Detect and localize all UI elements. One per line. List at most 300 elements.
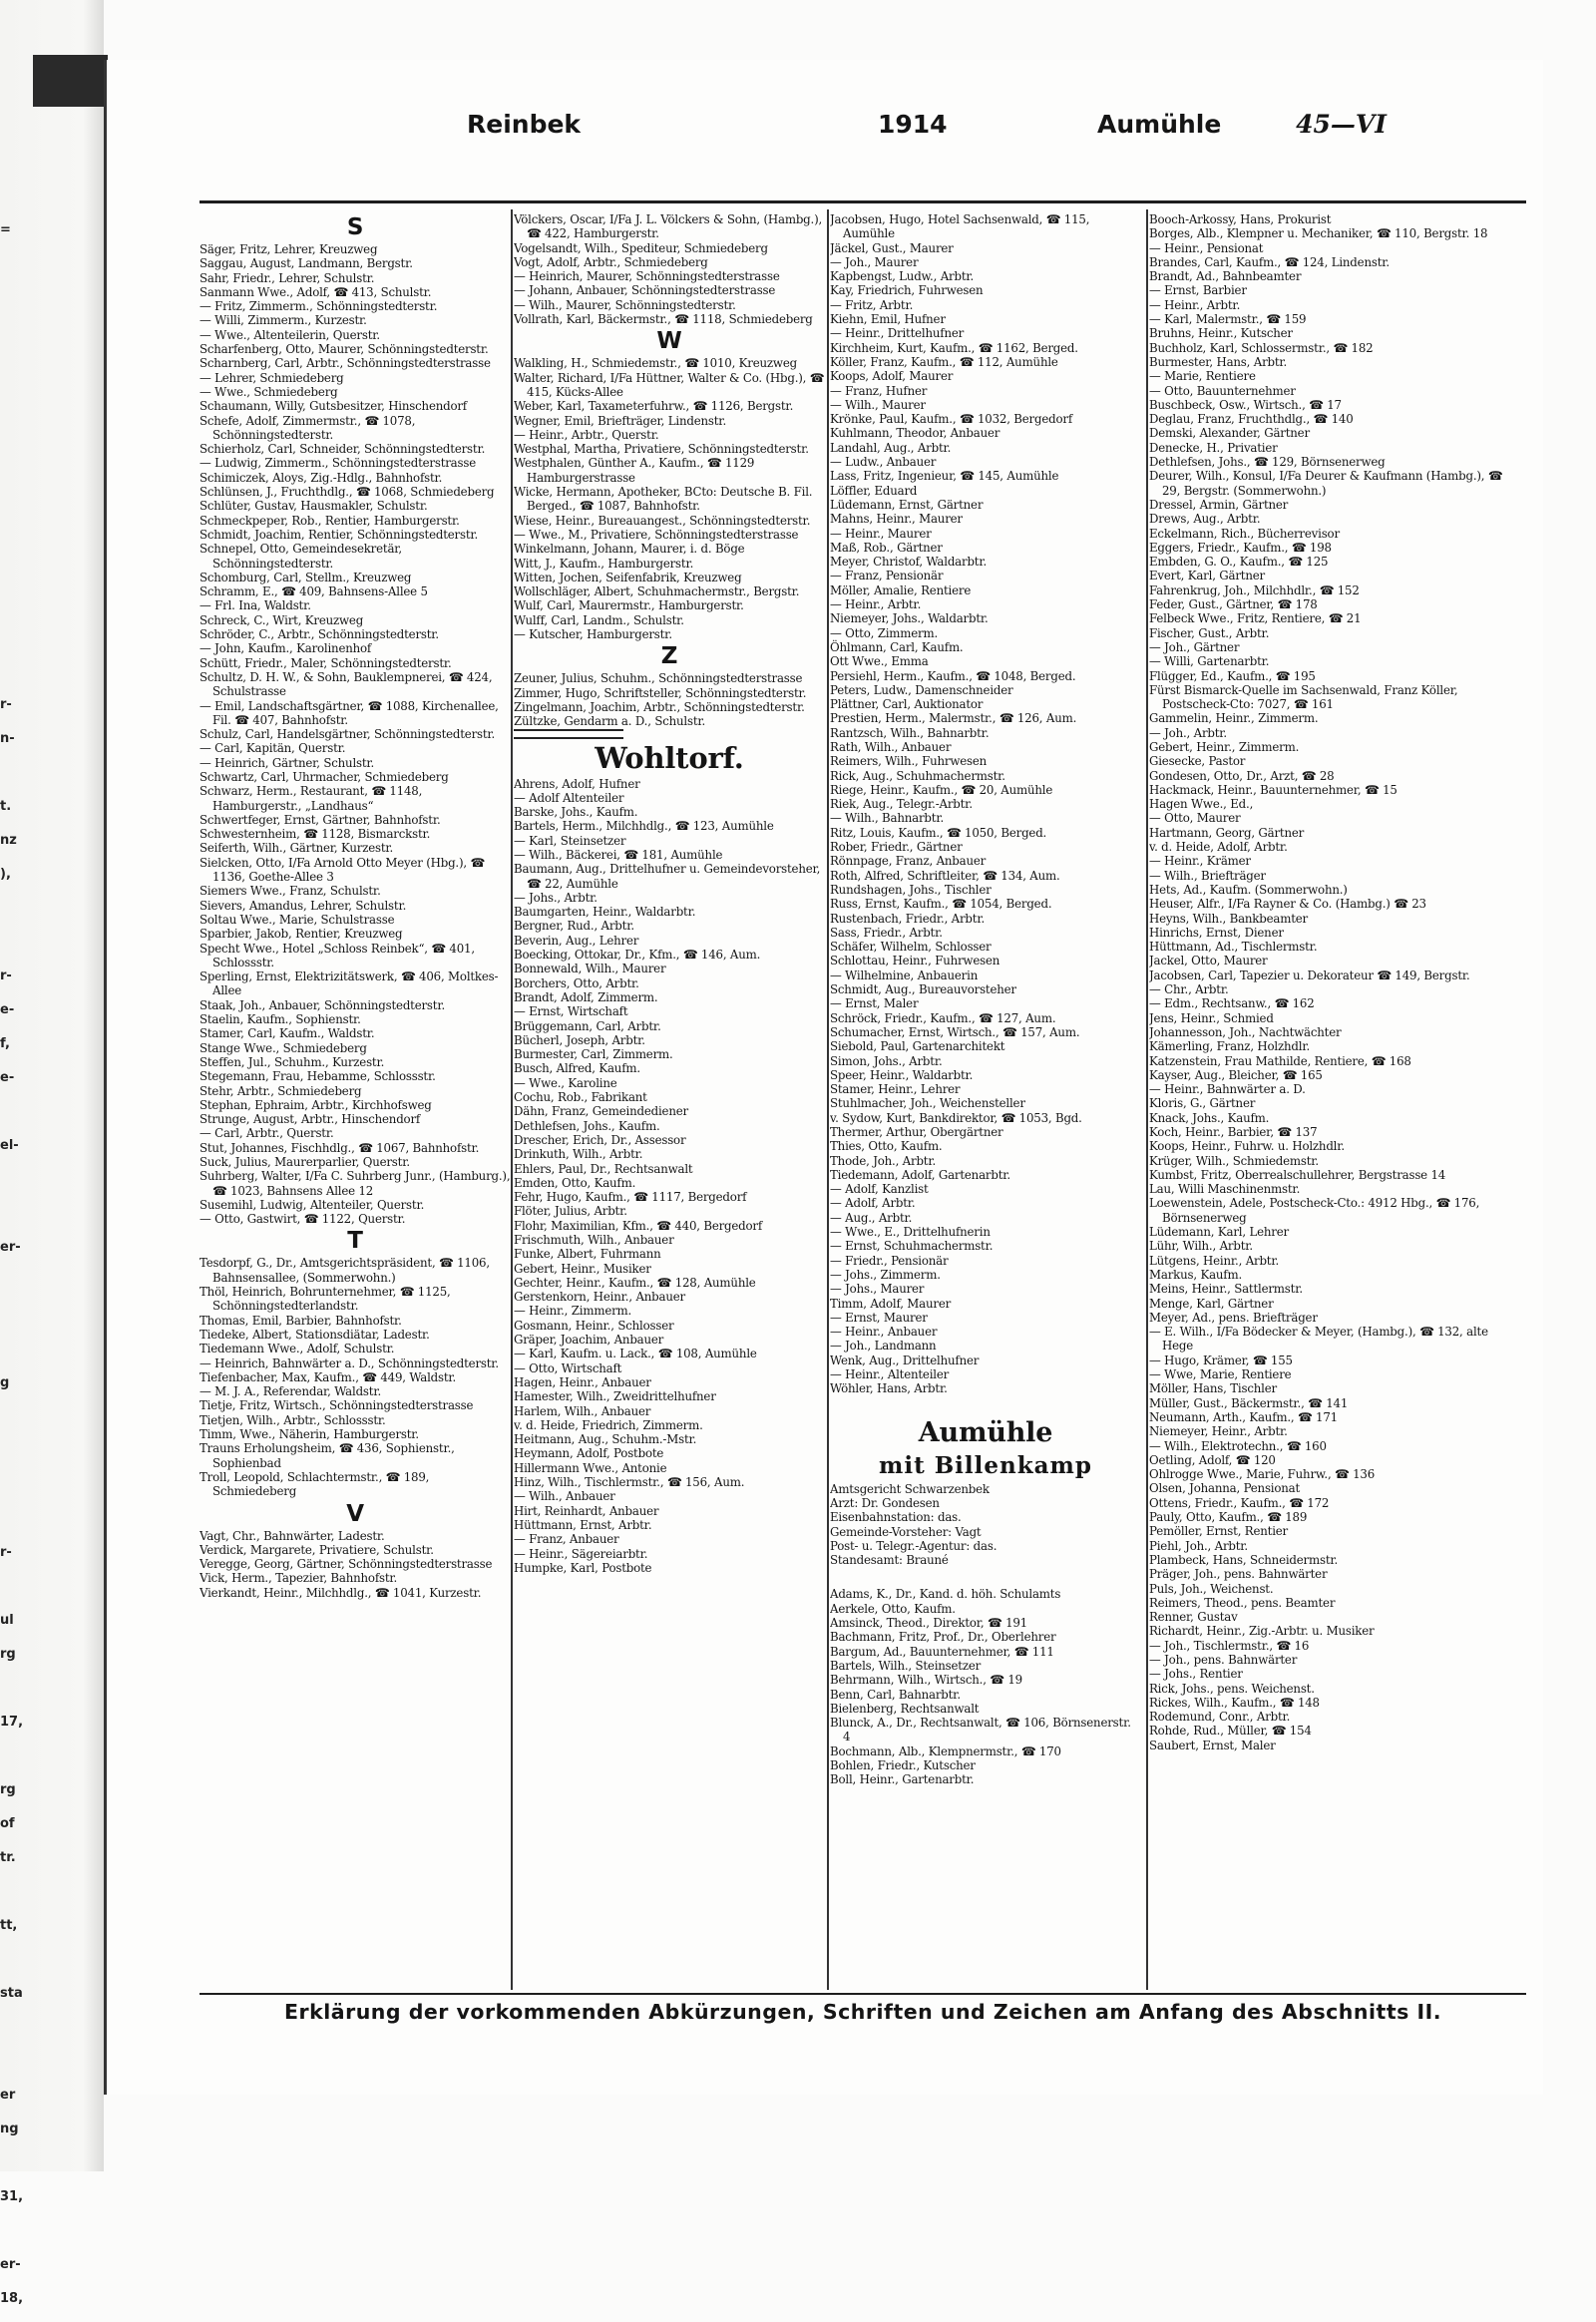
directory-entry: Knack, Johs., Kaufm. — [1149, 1110, 1270, 1125]
directory-entry: — Wwe., Altenteilerin, Querstr. — [200, 327, 380, 342]
directory-entry: — E. Wilh., I/Fa Bödecker & Meyer, (Hambg.), ☎ 132, alte Hege — [1149, 1325, 1488, 1354]
directory-entry: — Wwe., E., Drittelhufnerin — [830, 1225, 991, 1240]
directory-entry: Vagt, Chr., Bahnwärter, Ladestr. — [200, 1528, 385, 1543]
directory-entry: Amtsgericht Schwarzenbek — [830, 1481, 990, 1496]
directory-entry: — Wilh., Bahnarbtr. — [830, 811, 945, 826]
directory-entry: — Wwe., Schmiedeberg — [200, 384, 338, 399]
directory-entry: Winkelmann, Johann, Maurer, i. d. Böge — [514, 542, 745, 557]
directory-entry: — Wilh., Maurer, Schönningstedterstr. — [514, 297, 736, 312]
directory-entry: Schlünsen, J., Fruchthdlg., ☎ 1068, Schmiedeberg — [200, 485, 495, 500]
directory-entry: Heuser, Alfr., I/Fa Rayner & Co. (Hambg.) ☎ 23 — [1149, 897, 1426, 912]
directory-entry: Specht Wwe., Hotel „Schloss Reinbek“, ☎ 401, Schlossstr. — [200, 941, 475, 969]
directory-entry: Harlem, Wilh., Anbauer — [514, 1403, 651, 1418]
directory-entry: Thermer, Arthur, Obergärtner — [830, 1125, 1003, 1139]
directory-entry: Giesecke, Pastor — [1149, 754, 1246, 769]
facing-page-fragment: rg — [0, 1647, 16, 1662]
directory-entry: Stephan, Ephraim, Arbtr., Kirchhofsweg — [200, 1097, 432, 1112]
directory-entry: Lühr, Wilh., Arbtr. — [1149, 1239, 1253, 1254]
directory-entry: Denecke, H., Privatier — [1149, 440, 1278, 455]
directory-entry: — Heinr., Zimmerm. — [514, 1304, 632, 1319]
facing-page-fragment — [0, 1101, 22, 1135]
directory-entry: Schmeckpeper, Rob., Rentier, Hamburgerstr. — [200, 513, 460, 528]
facing-page-fragment — [0, 491, 22, 525]
directory-entry: Veregge, Georg, Gärtner, Schönningstedterstrasse — [200, 1557, 493, 1572]
directory-entry: Feder, Gust., Gärtner, ☎ 178 — [1149, 597, 1318, 612]
directory-entry: Rober, Friedr., Gärtner — [830, 840, 963, 855]
directory-entry: Funke, Albert, Fuhrmann — [514, 1247, 661, 1262]
directory-entry: Lütgens, Heinr., Arbtr. — [1149, 1253, 1280, 1268]
directory-entry: Kumbst, Fritz, Oberrealschullehrer, Bergstrasse 14 — [1149, 1167, 1446, 1182]
facing-page-fragment — [0, 1881, 22, 1915]
directory-entry: Bartels, Herm., Milchhdlg., ☎ 123, Aumühle — [514, 819, 774, 834]
directory-entry: Bücherl, Joseph, Arbtr. — [514, 1032, 645, 1047]
section-rule — [514, 729, 623, 739]
directory-entry: Buschbeck, Osw., Wirtsch., ☎ 17 — [1149, 397, 1342, 412]
directory-entry: Benn, Carl, Bahnarbtr. — [830, 1687, 961, 1702]
directory-entry: Sievers, Amandus, Lehrer, Schulstr. — [200, 898, 407, 913]
directory-entry: Walkling, H., Schmiedemstr., ☎ 1010, Kreuzweg — [514, 356, 797, 371]
facing-page-fragment — [0, 1474, 22, 1508]
directory-entry: Amsinck, Theod., Direktor, ☎ 191 — [830, 1616, 1027, 1631]
directory-entry: Behrmann, Wilh., Wirtsch., ☎ 19 — [830, 1673, 1022, 1688]
directory-entry: Reimers, Theod., pens. Beamter — [1149, 1595, 1336, 1610]
directory-entry: — Willi, Gartenarbtr. — [1149, 654, 1270, 669]
directory-entry: Johannesson, Joh., Nachtwächter — [1149, 1024, 1342, 1039]
directory-entry: Schulz, Carl, Handelsgärtner, Schönningstedterstr. — [200, 727, 496, 742]
column-divider — [511, 209, 513, 1990]
directory-entry: Simon, Johs., Arbtr. — [830, 1053, 943, 1068]
directory-entry: — Ernst, Maler — [830, 996, 919, 1011]
section-letter: W — [656, 328, 682, 355]
directory-entry: — Hugo, Krämer, ☎ 155 — [1149, 1353, 1293, 1367]
directory-entry: Plättner, Carl, Auktionator — [830, 697, 984, 712]
directory-entry: — Carl, Arbtr., Querstr. — [200, 1126, 334, 1141]
directory-entry: Booch-Arkossy, Hans, Prokurist — [1149, 212, 1332, 226]
facing-page-fragment — [0, 898, 22, 932]
directory-entry: Schumacher, Ernst, Wirtsch., ☎ 157, Aum. — [830, 1024, 1080, 1039]
directory-entry: Renner, Gustav — [1149, 1610, 1238, 1625]
facing-page-fragment: rg — [0, 1782, 16, 1797]
directory-entry: Kämerling, Franz, Holzhdlr. — [1149, 1039, 1311, 1054]
directory-entry: — Karl, Steinsetzer — [514, 833, 626, 848]
directory-entry: Emden, Otto, Kaufm. — [514, 1175, 636, 1190]
directory-entry: — Kutscher, Hamburgerstr. — [514, 627, 672, 642]
facing-page-fragment — [0, 1271, 22, 1305]
town-heading: Aumühle — [918, 1416, 1053, 1448]
directory-entry: — Otto, Wirtschaft — [514, 1360, 622, 1375]
directory-entry: — Franz, Pensionär — [830, 569, 944, 583]
directory-entry: Staelin, Kaufm., Sophienstr. — [200, 1012, 361, 1027]
directory-entry: Reimers, Wilh., Fuhrwesen — [830, 754, 988, 769]
directory-entry: Sielcken, Otto, I/Fa Arnold Otto Meyer (Hbg.), ☎ 1136, Goethe-Allee 3 — [200, 855, 485, 885]
directory-entry: Dressel, Armin, Gärtner — [1149, 497, 1289, 512]
town-heading: Wohltorf. — [595, 740, 744, 775]
directory-entry: Riek, Aug., Telegr.-Arbtr. — [830, 797, 973, 812]
directory-entry: Müller, Gust., Bäckermstr., ☎ 141 — [1149, 1395, 1349, 1410]
directory-entry: Schefe, Adolf, Zimmermstr., ☎ 1078, Schönningstedterstr. — [200, 413, 416, 442]
directory-entry: Schütt, Friedr., Maler, Schönningstedterstr. — [200, 655, 452, 670]
directory-entry: Bartels, Wilh., Steinsetzer — [830, 1658, 982, 1673]
section-letter: V — [346, 1500, 364, 1527]
directory-entry: Embden, G. O., Kaufm., ☎ 125 — [1149, 555, 1329, 570]
directory-entry: Ohlrogge Wwe., Marie, Fuhrw., ☎ 136 — [1149, 1467, 1376, 1482]
directory-entry: Krüger, Wilh., Schmiedemstr. — [1149, 1153, 1319, 1168]
directory-entry: Fürst Bismarck-Quelle im Sachsenwald, Franz Köller, Postscheck-Cto: 7027, ☎ 161 — [1149, 682, 1458, 712]
facing-page-fragment: e- — [0, 1070, 15, 1085]
directory-entry: Evert, Karl, Gärtner — [1149, 569, 1265, 583]
facing-page-fragment — [0, 1203, 22, 1237]
directory-entry: Schierholz, Carl, Schneider, Schönningstedterstr. — [200, 442, 486, 457]
directory-entry: Bruhns, Heinr., Kutscher — [1149, 326, 1293, 341]
town-subheading: mit Billenkamp — [879, 1451, 1092, 1479]
directory-entry: v. Sydow, Kurt, Bankdirektor, ☎ 1053, Bgd. — [830, 1110, 1082, 1125]
directory-entry: Suhrberg, Walter, I/Fa C. Suhrberg Junr., (Hamburg.), ☎ 1023, Bahnsens Allee 12 — [200, 1169, 511, 1198]
directory-entry: — Emil, Landschaftsgärtner, ☎ 1088, Kirchenallee, Fil. ☎ 407, Bahnhofstr. — [200, 698, 499, 727]
directory-entry: Drescher, Erich, Dr., Assessor — [514, 1132, 686, 1147]
directory-entry: Stegemann, Frau, Hebamme, Schlossstr. — [200, 1069, 436, 1084]
directory-entry: Flohr, Maximilian, Kfm., ☎ 440, Bergedorf — [514, 1218, 763, 1233]
directory-entry: Hinz, Wilh., Tischlermstr., ☎ 156, Aum. — [514, 1475, 745, 1490]
facing-page-fragment — [0, 626, 22, 660]
directory-entry: — Heinr., Sägereiarbtr. — [514, 1546, 648, 1561]
directory-entry: Lass, Fritz, Ingenieur, ☎ 145, Aumühle — [830, 469, 1059, 484]
directory-entry: Säger, Fritz, Lehrer, Kreuzweg — [200, 242, 378, 256]
header-right-town: Aumühle — [1097, 110, 1222, 139]
facing-page-fragment: 18, — [0, 2291, 24, 2306]
directory-entry: v. d. Heide, Friedrich, Zimmerm. — [514, 1417, 703, 1432]
directory-entry: Ott Wwe., Emma — [830, 654, 929, 669]
directory-entry: Heymann, Adolf, Postbote — [514, 1446, 664, 1461]
facing-page-fragment: f, — [0, 1036, 10, 1051]
directory-entry: Richardt, Heinr., Zig.-Arbtr. u. Musiker — [1149, 1624, 1375, 1639]
directory-entry: Jäckel, Gust., Maurer — [830, 240, 954, 255]
directory-entry: — Ludw., Anbauer — [830, 455, 937, 470]
directory-entry: Pemöller, Ernst, Rentier — [1149, 1524, 1288, 1539]
directory-entry: Sanmann Wwe., Adolf, ☎ 413, Schulstr. — [200, 284, 432, 299]
directory-entry: — Wilh., Elektrotechn., ☎ 160 — [1149, 1438, 1327, 1453]
facing-page-fragment: r- — [0, 1545, 12, 1560]
directory-entry: — Adolf Altenteiler — [514, 790, 624, 805]
directory-entry: Pauly, Otto, Kaufm., ☎ 189 — [1149, 1510, 1308, 1525]
directory-entry: — Heinr., Krämer — [1149, 854, 1251, 869]
facing-page-fragment: ), — [0, 867, 11, 882]
directory-entry: Tiedemann Wwe., Adolf, Schulstr. — [200, 1342, 395, 1356]
directory-entry: Hartmann, Georg, Gärtner — [1149, 825, 1305, 840]
directory-entry: — Heinr., Drittelhufner — [830, 326, 965, 341]
directory-entry: Riege, Heinr., Kaufm., ☎ 20, Aumühle — [830, 782, 1053, 797]
directory-entry: Brüggemann, Carl, Arbtr. — [514, 1018, 661, 1033]
directory-entry: Tietjen, Wilh., Arbtr., Schlossstr. — [200, 1412, 386, 1427]
directory-entry: Rick, Aug., Schuhmachermstr. — [830, 768, 1005, 783]
directory-entry: Kloris, G., Gärtner — [1149, 1096, 1256, 1111]
directory-entry: — Johs., Maurer — [830, 1282, 925, 1297]
directory-entry: — Lehrer, Schmiedeberg — [200, 370, 344, 385]
running-header — [90, 105, 1396, 145]
directory-entry: Saubert, Ernst, Maler — [1149, 1738, 1276, 1752]
directory-entry: — Ernst, Wirtschaft — [514, 1004, 628, 1019]
directory-entry: Ritz, Louis, Kaufm., ☎ 1050, Berged. — [830, 825, 1047, 840]
directory-entry: Trauns Erholungsheim, ☎ 436, Sophienstr., Sophienbad — [200, 1441, 455, 1470]
directory-entry: — Wilh., Maurer — [830, 397, 926, 412]
directory-entry: Dähn, Franz, Gemeindediener — [514, 1104, 688, 1119]
facing-page-fragment: 17, — [0, 1715, 24, 1730]
directory-entry: Wöhler, Hans, Arbtr. — [830, 1381, 948, 1396]
directory-entry: Puls, Joh., Weichenst. — [1149, 1581, 1274, 1596]
directory-entry: Scharnberg, Carl, Arbtr., Schönningstedterstrasse — [200, 356, 491, 371]
directory-entry: Meyer, Ad., pens. Briefträger — [1149, 1310, 1318, 1325]
directory-entry: Schäfer, Wilhelm, Schlosser — [830, 940, 992, 955]
facing-page-fragment — [0, 355, 22, 389]
directory-entry: Cochu, Rob., Fabrikant — [514, 1090, 647, 1105]
directory-entry: Dethlefsen, Johs., ☎ 129, Börnsenerweg — [1149, 455, 1386, 470]
directory-entry: — Wilh., Briefträger — [1149, 868, 1266, 883]
facing-page-fragment — [0, 1440, 22, 1474]
facing-page-fragment — [0, 287, 22, 321]
directory-entry: Strunge, August, Arbtr., Hinschendorf — [200, 1112, 421, 1127]
column-divider — [827, 209, 829, 1990]
directory-entry: Steffen, Jul., Schuhm., Kurzestr. — [200, 1054, 385, 1069]
directory-entry: Seiferth, Wilh., Gärtner, Kurzestr. — [200, 841, 394, 856]
directory-entry: — Fritz, Arbtr. — [830, 297, 914, 312]
directory-entry: Rath, Wilh., Anbauer — [830, 739, 952, 754]
facing-page-fragment: er- — [0, 2257, 21, 2272]
directory-entry: Deurer, Wilh., Konsul, I/Fa Deurer & Kaufmann (Hambg.), ☎ 29, Bergstr. (Sommerwohn.) — [1149, 469, 1503, 498]
directory-entry: Thies, Otto, Kaufm. — [830, 1139, 943, 1154]
directory-entry: Bochmann, Alb., Klempnermstr., ☎ 170 — [830, 1743, 1061, 1758]
facing-page-fragment — [0, 1305, 22, 1339]
directory-entry: Troll, Leopold, Schlachtermstr., ☎ 189, Schmiedeberg — [200, 1469, 430, 1499]
directory-entry: Rodemund, Conr., Arbtr. — [1149, 1710, 1291, 1725]
directory-entry: Lüdemann, Karl, Lehrer — [1149, 1225, 1289, 1240]
directory-entry: Persiehl, Herm., Kaufm., ☎ 1048, Berged. — [830, 668, 1076, 683]
directory-entry: Wollschläger, Albert, Schuhmachermstr., Bergstr. — [514, 584, 800, 599]
directory-entry: Deglau, Franz, Fruchthdlg., ☎ 140 — [1149, 412, 1354, 427]
directory-entry: Gebert, Heinr., Musiker — [514, 1261, 651, 1276]
directory-entry: Katzenstein, Frau Mathilde, Rentiere, ☎ 168 — [1149, 1053, 1411, 1068]
directory-entry: Schröder, C., Arbtr., Schönningstedterstr. — [200, 627, 439, 642]
directory-entry: Roth, Alfred, Schriftleiter, ☎ 134, Aum. — [830, 868, 1060, 883]
directory-entry: — Heinr., Altenteiler — [830, 1367, 950, 1382]
directory-entry: — Joh., Gärtner — [1149, 639, 1240, 654]
facing-page-fragment: of — [0, 1816, 15, 1831]
facing-page-fragment: = — [0, 222, 11, 237]
directory-entry: Maß, Rob., Gärtner — [830, 540, 943, 555]
directory-entry: — Carl, Kapitän, Querstr. — [200, 741, 346, 756]
directory-entry: — Edm., Rechtsanw., ☎ 162 — [1149, 996, 1315, 1011]
directory-entry: — Karl, Kaufm. u. Lack., ☎ 108, Aumühle — [514, 1347, 757, 1361]
directory-entry: Wulf, Carl, Maurermstr., Hamburgerstr. — [514, 598, 744, 613]
directory-entry: Wicke, Hermann, Apotheker, BCto: Deutsche B. Fil. Berged., ☎ 1087, Bahnhofstr. — [514, 485, 813, 514]
facing-page-fragment: er — [0, 2088, 16, 2103]
facing-page-fragment: ng — [0, 2122, 19, 2136]
directory-entry: — Franz, Hufner — [830, 383, 928, 398]
directory-entry: Eisenbahnstation: das. — [830, 1510, 962, 1525]
directory-entry: Beverin, Aug., Lehrer — [514, 933, 639, 948]
directory-entry: Siebold, Paul, Gartenarchitekt — [830, 1039, 1005, 1054]
directory-entry: Jackel, Otto, Maurer — [1149, 954, 1268, 968]
directory-entry: — M. J. A., Referendar, Waldstr. — [200, 1384, 382, 1399]
directory-entry: Hagen, Heinr., Anbauer — [514, 1374, 651, 1389]
directory-entry: Öhlmann, Carl, Kaufm. — [830, 639, 964, 654]
facing-page-fragment — [0, 1339, 22, 1372]
directory-entry: Heyns, Wilh., Bankbeamter — [1149, 911, 1308, 926]
directory-entry: Demski, Alexander, Gärtner — [1149, 426, 1310, 441]
directory-entry: — Aug., Arbtr. — [830, 1210, 913, 1225]
directory-entry: Bonnewald, Wilh., Maurer — [514, 962, 666, 976]
directory-entry: Westphalen, Günther A., Kaufm., ☎ 1129 Hamburgerstrasse — [514, 456, 755, 485]
directory-entry: Staak, Joh., Anbauer, Schönningstedterstr. — [200, 997, 446, 1012]
directory-entry: Burmester, Hans, Arbtr. — [1149, 354, 1288, 369]
facing-page-fragment — [0, 559, 22, 592]
directory-entry: Koops, Adolf, Maurer — [830, 369, 954, 384]
facing-page-fragment: t. — [0, 799, 12, 814]
facing-page-fragment: ul — [0, 1613, 14, 1628]
directory-entry: Mahns, Heinr., Maurer — [830, 512, 963, 527]
directory-entry: Rundshagen, Johs., Tischler — [830, 882, 992, 897]
directory-entry: — Frl. Ina, Waldstr. — [200, 598, 311, 613]
header-rule — [200, 200, 1526, 203]
facing-page-fragment: el- — [0, 1138, 19, 1153]
directory-entry: Bargum, Ad., Bauunternehmer, ☎ 111 — [830, 1644, 1054, 1659]
directory-entry: — Adolf, Arbtr. — [830, 1196, 916, 1211]
directory-entry: Schwertfeger, Ernst, Gärtner, Bahnhofstr. — [200, 812, 441, 827]
directory-entry: Eckelmann, Rich., Bücherrevisor — [1149, 526, 1340, 541]
directory-entry: Siemers Wwe., Franz, Schulstr. — [200, 884, 381, 899]
directory-entry: Felbeck Wwe., Fritz, Rentiere, ☎ 21 — [1149, 611, 1362, 626]
directory-entry: Post- u. Telegr.-Agentur: das. — [830, 1538, 998, 1553]
directory-entry: Ottens, Friedr., Kaufm., ☎ 172 — [1149, 1495, 1330, 1510]
directory-entry: v. d. Heide, Adolf, Arbtr. — [1149, 840, 1288, 855]
directory-entry: Sperling, Ernst, Elektrizitätswerk, ☎ 406, Moltkes-Allee — [200, 969, 499, 998]
spacer — [830, 1567, 1141, 1587]
column-2 — [514, 212, 825, 1988]
directory-entry: — Wwe., Karoline — [514, 1075, 617, 1090]
directory-entry: Bachmann, Fritz, Prof., Dr., Oberlehrer — [830, 1630, 1056, 1645]
directory-entry: Meyer, Christof, Waldarbtr. — [830, 555, 988, 570]
directory-entry: Gechter, Heinr., Kaufm., ☎ 128, Aumühle — [514, 1275, 756, 1290]
column-4 — [1149, 212, 1520, 1988]
footer-note: Erklärung der vorkommenden Abkürzungen, Schriften und Zeichen am Anfang des Abschnitts II. — [283, 2000, 1442, 2024]
directory-entry: Wiese, Heinr., Bureauangest., Schönningstedterstr. — [514, 513, 811, 528]
directory-entry: Adams, K., Dr., Kand. d. höh. Schulamts — [830, 1587, 1061, 1602]
facing-page-fragment: e- — [0, 1002, 15, 1017]
directory-entry: Frischmuth, Wilh., Anbauer — [514, 1233, 674, 1247]
directory-entry: Thode, Joh., Arbtr. — [830, 1153, 937, 1168]
directory-entry: — Fritz, Zimmerm., Schönningstedterstr. — [200, 299, 438, 314]
facing-page-fragment — [0, 1745, 22, 1779]
directory-entry: Koops, Heinr., Fuhrw. u. Holzhdlr. — [1149, 1139, 1345, 1154]
directory-entry: Schomburg, Carl, Stellm., Kreuzweg — [200, 570, 412, 584]
directory-entry: Tiefenbacher, Max, Kaufm., ☎ 449, Waldstr. — [200, 1369, 457, 1384]
facing-page-fragment — [0, 592, 22, 626]
directory-entry: Stuhlmacher, Joh., Weichensteller — [830, 1096, 1025, 1111]
directory-entry: — Willi, Zimmerm., Kurzestr. — [200, 313, 367, 328]
directory-entry: Kayser, Aug., Bleicher, ☎ 165 — [1149, 1067, 1323, 1082]
directory-entry: Zültzke, Gendarm a. D., Schulstr. — [514, 714, 706, 729]
directory-entry: Schmidt, Aug., Bureauvorsteher — [830, 982, 1016, 997]
directory-entry: — Joh., Arbtr. — [1149, 725, 1227, 740]
directory-entry: Jacobsen, Hugo, Hotel Sachsenwald, ☎ 115, Aumühle — [830, 212, 1090, 241]
directory-entry: Thöl, Heinrich, Bohrunternehmer, ☎ 1125, Schönningstedterlandstr. — [200, 1285, 451, 1314]
facing-page-fragment — [0, 2220, 22, 2254]
directory-entry: Schlüter, Gustav, Hausmakler, Schulstr. — [200, 499, 428, 514]
facing-page-fragment — [0, 1406, 22, 1440]
directory-entry: Kapbengst, Ludw., Arbtr. — [830, 269, 975, 284]
directory-entry: Schwesternheim, ☎ 1128, Bismarckstr. — [200, 827, 431, 842]
directory-entry: — Otto, Zimmerm. — [830, 625, 939, 640]
facing-page-fragment — [0, 389, 22, 423]
directory-entry: — John, Kaufm., Karolinenhof — [200, 641, 372, 656]
directory-entry: Baumann, Aug., Drittelhufner u. Gemeindevorsteher, ☎ 22, Aumühle — [514, 862, 821, 891]
section-letter: Z — [660, 643, 678, 670]
facing-page-fragment: n- — [0, 731, 15, 746]
directory-entry: Loewenstein, Adele, Postscheck-Cto.: 4912 Hbg., ☎ 176, Börnsenerweg — [1149, 1196, 1480, 1225]
directory-entry: Prestien, Herm., Malermstr., ☎ 126, Aum. — [830, 711, 1077, 726]
directory-entry: Hüttmann, Ad., Tischlermstr. — [1149, 940, 1318, 955]
directory-entry: — Heinr., Maurer — [830, 526, 932, 541]
directory-entry: — Wilh., Anbauer — [514, 1489, 615, 1504]
facing-page-fragment — [0, 1169, 22, 1203]
facing-page-fragment — [0, 762, 22, 796]
directory-entry: Barske, Johs., Kaufm. — [514, 805, 638, 820]
directory-entry: Präger, Joh., pens. Bahnwärter — [1149, 1567, 1328, 1582]
directory-entry: Borges, Alb., Klempner u. Mechaniker, ☎ 110, Bergstr. 18 — [1149, 226, 1488, 241]
directory-entry: Vogt, Adolf, Arbtr., Schmiedeberg — [514, 254, 708, 269]
directory-entry: Krönke, Paul, Kaufm., ☎ 1032, Bergedorf — [830, 412, 1072, 427]
facing-page-fragment: er- — [0, 1240, 21, 1255]
section-letter: T — [347, 1228, 363, 1255]
directory-entry: Wegner, Emil, Briefträger, Lindenstr. — [514, 413, 727, 428]
facing-page-fragment: g — [0, 1375, 10, 1390]
directory-entry: — Johs., Arbtr. — [514, 890, 598, 905]
directory-entry: Walter, Richard, I/Fa Hüttner, Walter & Co. (Hbg.), ☎ 415, Kücks-Allee — [514, 370, 825, 399]
directory-entry: Rustenbach, Friedr., Arbtr. — [830, 911, 986, 926]
directory-entry: Speer, Heinr., Waldarbtr. — [830, 1067, 974, 1082]
directory-entry: Hirt, Reinhardt, Anbauer — [514, 1503, 659, 1518]
directory-entry: Blunck, A., Dr., Rechtsanwalt, ☎ 106, Börnsenerstr. 4 — [830, 1716, 1131, 1744]
directory-entry: Saggau, August, Landmann, Bergstr. — [200, 256, 413, 271]
directory-entry: Fahrenkrug, Joh., Milchhdlr., ☎ 152 — [1149, 582, 1360, 597]
directory-entry: — Johann, Anbauer, Schönningstedterstrasse — [514, 283, 776, 298]
directory-entry: Möller, Hans, Tischler — [1149, 1381, 1277, 1396]
directory-entry: Sass, Friedr., Arbtr. — [830, 925, 943, 940]
directory-entry: Niemeyer, Heinr., Arbtr. — [1149, 1424, 1288, 1439]
facing-page-fragment: nz — [0, 833, 17, 848]
directory-entry: — Wilhelmine, Anbauerin — [830, 968, 979, 982]
directory-entry: — Ernst, Maurer — [830, 1310, 928, 1325]
directory-entry: Menge, Karl, Gärtner — [1149, 1296, 1274, 1311]
directory-entry: — Heinr., Anbauer — [830, 1325, 938, 1340]
directory-entry: — Otto, Gastwirt, ☎ 1122, Querstr. — [200, 1212, 406, 1227]
directory-entry: — Adolf, Kanzlist — [830, 1182, 929, 1197]
directory-entry: Arzt: Dr. Gondesen — [830, 1495, 940, 1510]
directory-entry: Weber, Karl, Taxameterfuhrw., ☎ 1126, Bergstr. — [514, 399, 794, 414]
facing-page-fragment — [0, 2051, 22, 2085]
directory-entry: Schaumann, Willy, Gutsbesitzer, Hinschendorf — [200, 399, 467, 414]
directory-entry: — Friedr., Pensionär — [830, 1253, 949, 1268]
directory-entry: — Otto, Maurer — [1149, 811, 1241, 826]
facing-page-fragment — [0, 660, 22, 694]
directory-entry: Verdick, Margarete, Privatiere, Schulstr. — [200, 1542, 434, 1557]
facing-page-fragment — [0, 2017, 22, 2051]
directory-entry: Westphal, Martha, Privatiere, Schönningstedterstr. — [514, 442, 809, 457]
directory-entry: Humpke, Karl, Postbote — [514, 1560, 652, 1575]
directory-entry: Vick, Herm., Tapezier, Bahnhofstr. — [200, 1571, 398, 1586]
directory-entry: Ahrens, Adolf, Hufner — [514, 776, 640, 791]
header-left-town: Reinbek — [467, 110, 582, 139]
directory-entry: Sahr, Friedr., Lehrer, Schulstr. — [200, 270, 375, 285]
directory-entry: Drinkuth, Wilh., Arbtr. — [514, 1147, 643, 1162]
